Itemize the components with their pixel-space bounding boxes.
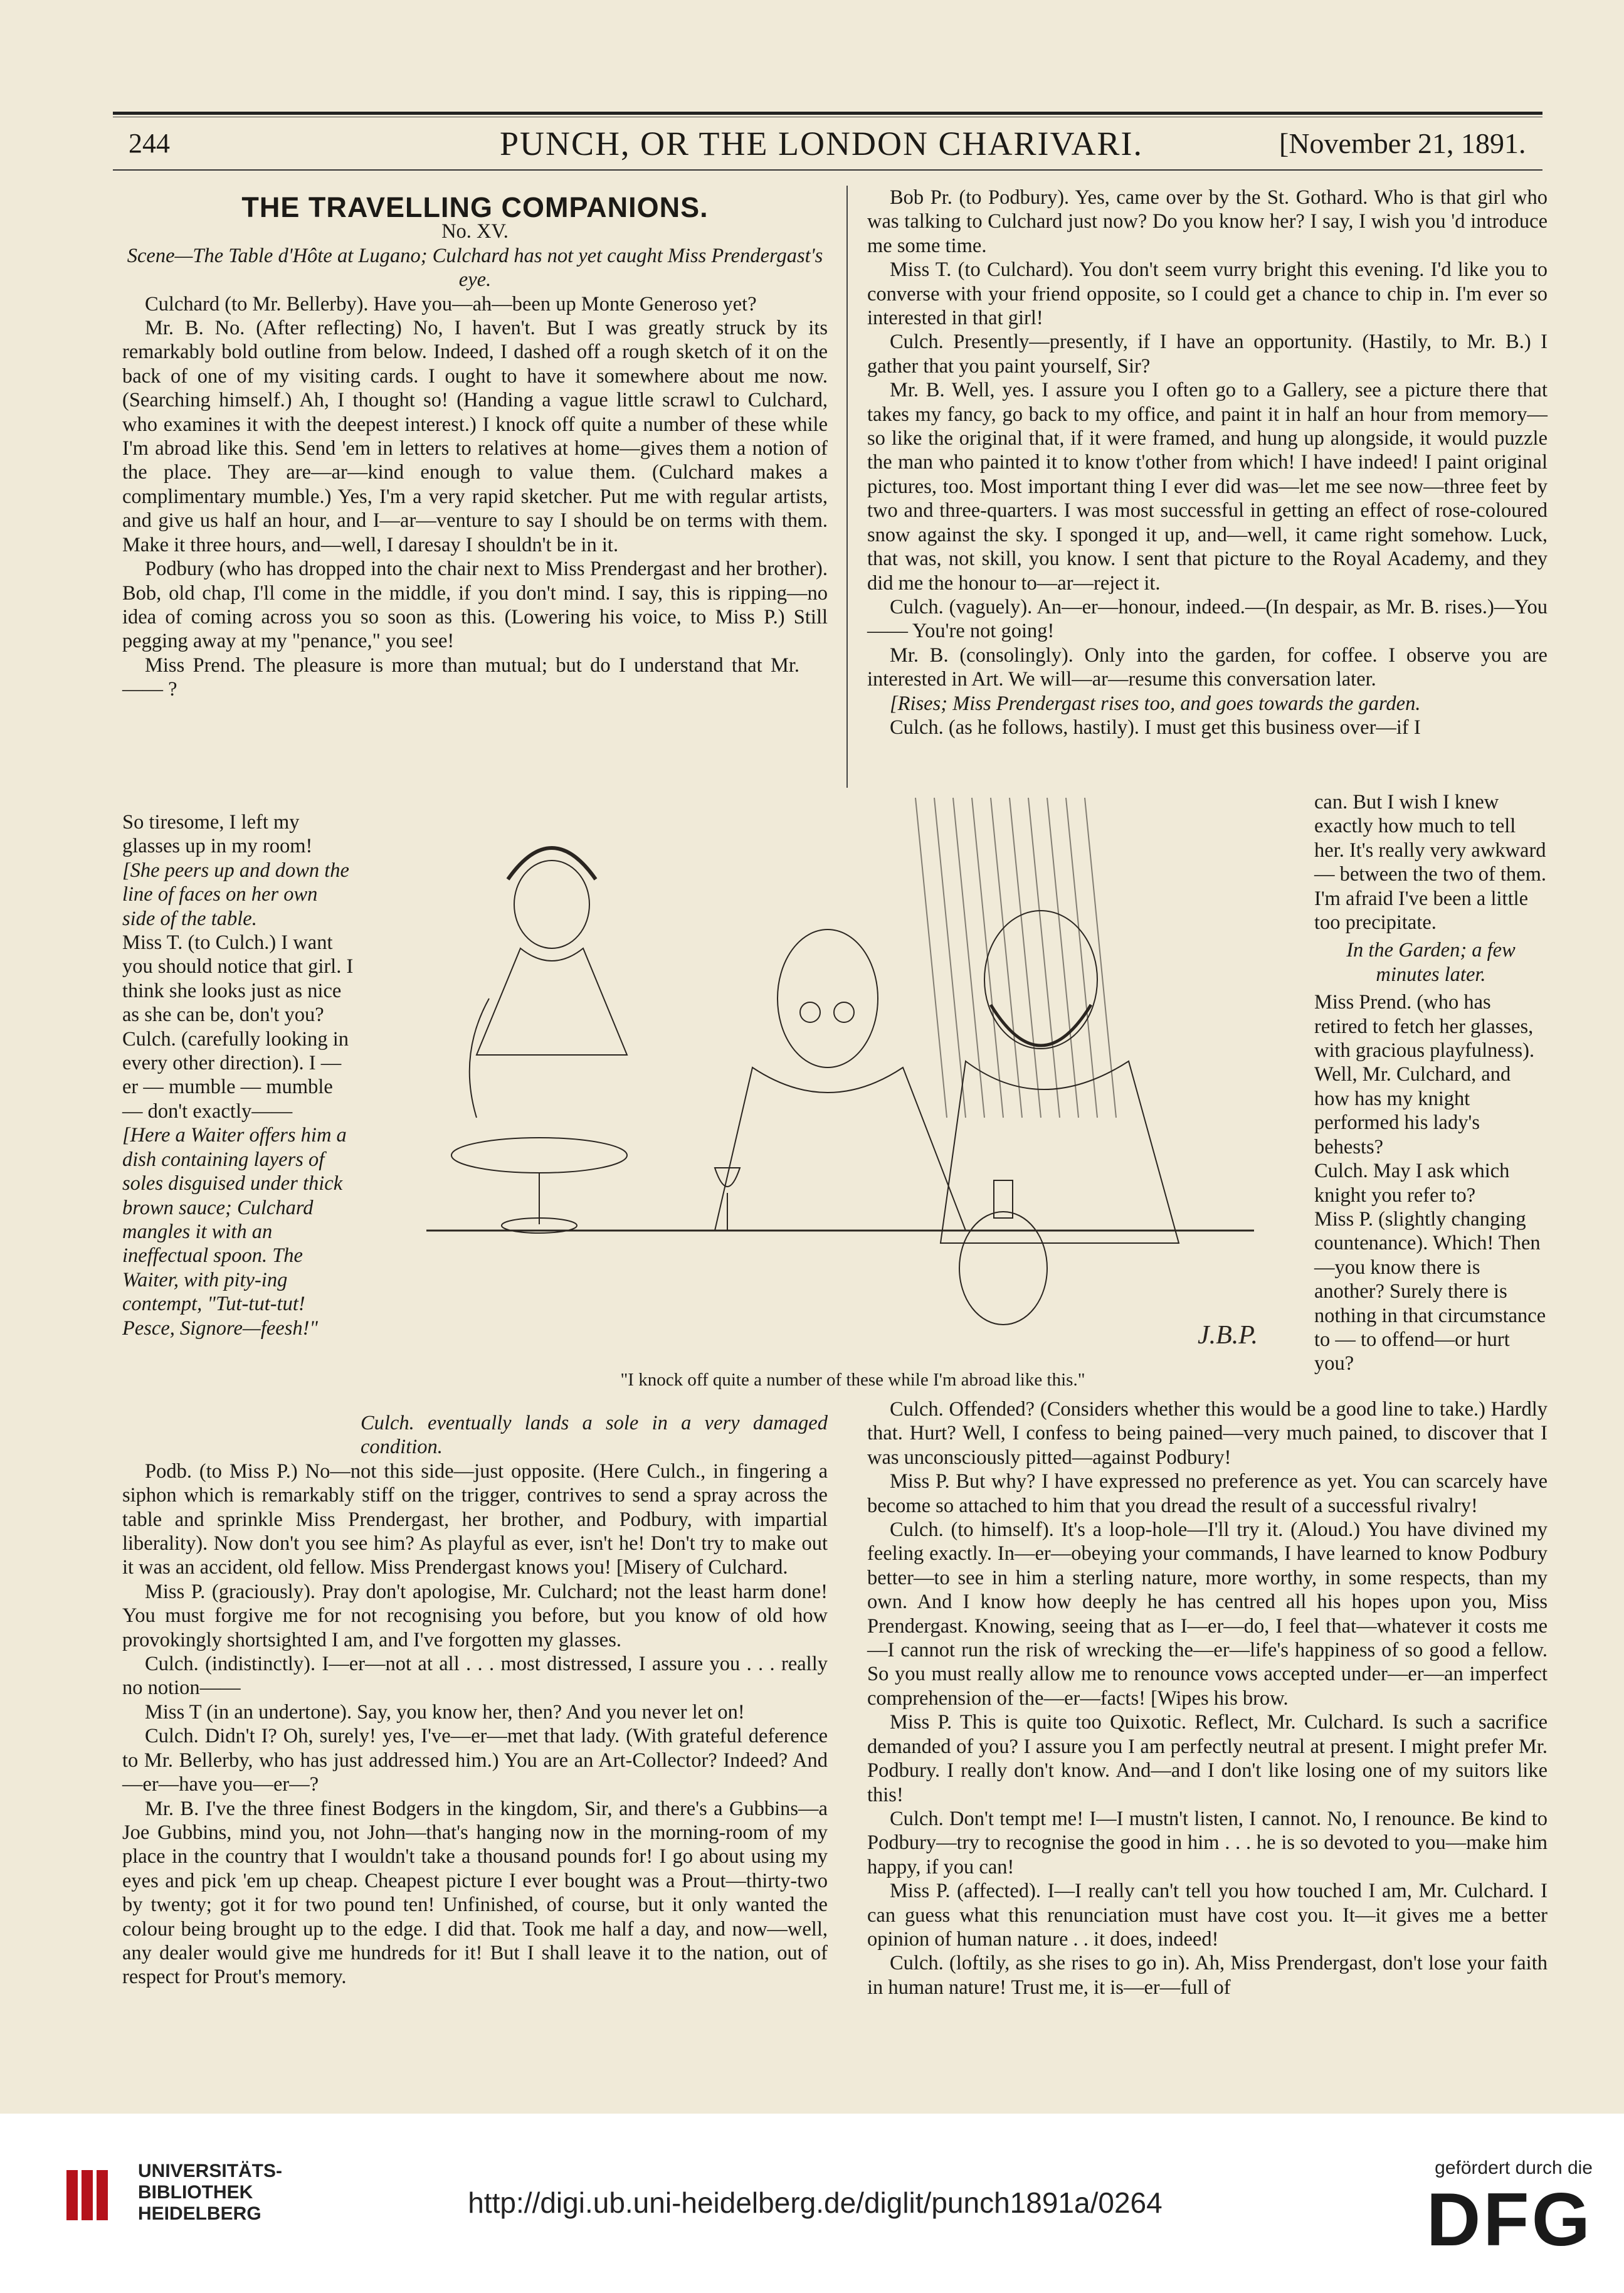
hatching (915, 798, 1116, 1118)
paragraph: Culch. (to himself). It's a loop-hole—I'll try it. (Aloud.) You have divined my feeling exactly. In—er—obeying your commands, I have learned to know Podbury better—to see in him a sterling nature, more worthy, in some respects, than my own. And I know how deeply he has centred all his hopes upon you, Miss Prendergast. Knowing, seeing that as I—er—do, I feel that—whatever it costs me—I cannot run the risk of wrecking the—er—life's happiness of so good a fellow. So you must really allow me to renounce vows accepted under—er—an imperfect comprehension of the—er—facts! [Wipes his brow. (867, 1518, 1548, 1710)
paragraph: Miss T. (to Culchard). You don't seem vurry bright this evening. I'd like you to converse with your friend opposite, so I could get a chance to chip in. I'm ever so interested in that girl! (867, 258, 1548, 330)
stage-direction: [Rises; Miss Prendergast rises too, and goes towards the garden. (890, 692, 1421, 715)
library-name: UNIVERSITÄTS- BIBLIOTHEK HEIDELBERG (138, 2161, 283, 2224)
right-float-text (1314, 790, 1548, 1376)
stage-direction: [She peers up and down the line of faces on her own side of the table. (122, 859, 349, 930)
paragraph: Podbury (who has dropped into the chair next to Miss Prendergast and her brother). Bob, old chap, I'll come in the middle, if you don't mind. I say, this is ripping—no idea of coming across you so soon as this. (Lowering his voice, to Miss P.) Still pegging away at my "penance," you see! (122, 558, 828, 653)
paragraph: Miss T. (to Culch.) I want you should notice that girl. I think she looks just as nice as she can be, don't you? (122, 931, 354, 1027)
woman-figure (470, 848, 627, 1118)
siphon-bottle (959, 1180, 1047, 1325)
paragraph: Miss Prend. (who has retired to fetch her glasses, with gracious playfulness). Well, Mr. Culchard, and how has my knight performed his lady's behests? (1314, 991, 1535, 1158)
issue-date: [November 21, 1891. (1279, 127, 1526, 159)
paragraph: Culch. Offended? (Considers whether this would be a good line to take.) Hardly that. Hurt? Well, I confess to being pained—very much pained, to discover that I was unconsciously pitted—against Podbury! (867, 1398, 1548, 1469)
engraving-illustration (364, 792, 1304, 1362)
paragraph: Mr. B. (consolingly). Only into the garden, for coffee. I observe you are interested in Art. We will—ar—resume this conversation later. (867, 643, 1548, 691)
paragraph: So tiresome, I left my glasses up in my room! (122, 811, 313, 858)
funded-by-label: gefördert durch die (1435, 2158, 1593, 2178)
scene-direction: Scene—The Table d'Hôte at Lugano; Culchard has not yet caught Miss Prendergast's eye. (127, 244, 823, 292)
article-title: THE TRAVELLING COMPANIONS. (241, 191, 709, 223)
paragraph: Miss P. (slightly changing countenance). Which! Then —you know there is another? Surely there is nothing in that circumstance to — to offend—or hurt you? (1314, 1207, 1546, 1375)
paragraph: Miss P. This is quite too Quixotic. Reflect, Mr. Culchard. Is such a sacrifice demanded of you? I assure you I am perfectly neutral at present. I might prefer Mr. Podbury. I really don't know. And—and I don't like losing one of my suitors like this! (867, 1711, 1548, 1806)
paragraph: Culch. (carefully looking in every other direction). I — er — mumble — mumble — don't exactly—— (122, 1027, 349, 1123)
paragraph: Podb. (to Miss P.) No—not this side—just opposite. (Here Culch., in fingering a siphon which is remarkably stiff on the trigger, contrives to send a spray across the table and sprinkle Miss Prendergast, her brother, and Podbury, with impartial liberality). Now don't you see him? As playful as ever, isn't he! Don't try to make out it was an accident, old fellow. Miss Prendergast knows you! [Misery of Culchard. (122, 1459, 828, 1579)
top-rule (113, 112, 1542, 115)
stage-direction: Culch. eventually lands a sole in a very damaged condition. (361, 1412, 828, 1459)
library-logo-icon (60, 2164, 123, 2227)
artist-signature: J.B.P. (1198, 1321, 1258, 1350)
stage-direction: [Here a Waiter offers him a dish containing layers of soles disguised under thick brown sauce; Culchard mangles it with an ineffectual spoon. The Waiter, with pity-ing contempt, "Tut-tut-tut! Pesce, Signore—feesh!" (122, 1124, 347, 1340)
article-number: No. XV. (441, 220, 509, 243)
paragraph: Culch. (loftily, as she rises to go in). Ah, Miss Prendergast, don't lose your faith in human nature! Trust me, it is—er—full of (867, 1952, 1548, 1999)
page-number: 244 (129, 128, 170, 159)
right-column-continued (867, 1397, 1548, 1999)
paragraph: Bob Pr. (to Podbury). Yes, came over by the St. Gothard. Who is that girl who was talking to Culchard just now? Do you know her? I say, I wish you 'd introduce me some time. (867, 186, 1548, 257)
paragraph: Culch. (indistinctly). I—er—not at all . . . most distressed, I assure you . . . really no notion—— (122, 1653, 828, 1700)
paragraph: Culch. Don't tempt me! I—I mustn't listen, I cannot. No, I renounce. Be kind to Podbury—try to recognise the good in him . . . he is so devoted to you—make him happy, if you can! (867, 1807, 1548, 1878)
paragraph: Mr. B. No. (After reflecting) No, I haven't. But I was greatly struck by its remarkably bold outline from below. Indeed, I dashed off a rough sketch of it on the back of one of my visiting cards. I ought to have it somewhere about me now. (Searching himself.) Ah, I thought so! (Handing a vague little scrawl to Culchard, who examines it with the deepest interest.) I knock off quite a number of these while I'm abroad like this. Send 'em in letters to relatives at home—gives them a notion of the place. They are—ar—kind enough to value them. (Culchard makes a complimentary mumble.) Yes, I'm a very rapid sketcher. Put me with regular artists, and give us half an hour, and I—ar—venture to say I should be on terms with them. Make it three hours, and—well, I daresay I shouldn't be in it. (122, 317, 828, 556)
dish-on-stand (451, 1138, 627, 1233)
paragraph: Miss Prend. The pleasure is more than mutual; but do I understand that Mr. —— ? (122, 654, 799, 701)
paragraph: Miss P. But why? I have expressed no preference as yet. You can scarcely have become so attached to him that you dread the result of a successful rivalry! (867, 1470, 1548, 1517)
left-column (122, 191, 828, 702)
bearded-man-figure (941, 911, 1179, 1243)
scene-heading: In the Garden; a few minutes later. (1346, 939, 1516, 986)
bald-man-figure (715, 929, 966, 1231)
paragraph: Mr. B. Well, yes. I assure you I often go to a Gallery, see a picture there that takes my fancy, go back to my office, and paint it in half an hour from memory—so like the original that, if it were framed, and hung up alongside, it would puzzle the man who painted it to know t'other from which! I have indeed! I paint original pictures, too. Most important thing I ever did was—let me see now—three feet by two and three-quarters. I was most successful in getting an effect of rose-coloured snow against the sky. I sponged it up, and—well, it came right somehow. Luck, that was, not skill, you know. I sent that picture to the Royal Academy, and they did me the honour to—ar—reject it. (867, 379, 1548, 595)
paragraph: Culch. Didn't I? Oh, surely! yes, I've—er—met that lady. (With grateful deference to Mr. Bellerby, who has just addressed him.) You are an Art-Collector? Indeed? And—er—have you—er—? (122, 1725, 828, 1796)
paragraph: Mr. B. I've the three finest Bodgers in the kingdom, Sir, and there's a Gubbins—a Joe Gubbins, mind you, not John—that's hanging now in the morning-room of my place in the country that I wouldn't take a thousand pounds for! I go about using my eyes and pick 'em up cheap. Cheapest picture I ever bought was a Prout—thirty-two by twenty; got it for two pound ten! Unfinished, of course, but it only wanted the colour being brought up to the edge. I did that. Took me half a day, and now—well, any dealer would give me hundreds for it! But I shall leave it to the nation, out of respect for Prout's memory. (122, 1797, 828, 1989)
paragraph: Culch. (vaguely). An—er—honour, indeed.—(In despair, as Mr. B. rises.)—You—— You're not going! (867, 595, 1548, 643)
column-divider (846, 186, 848, 788)
paragraph: Miss P. (affected). I—I really can't tell you how touched I am, Mr. Culchard. I can guess what this renunciation must have cost you. It—it gives me a better opinion of human nature . . it does, indeed! (867, 1880, 1548, 1951)
dfg-logo: DFG (1426, 2178, 1593, 2262)
paragraph: Miss P. (graciously). Pray don't apologise, Mr. Culchard; not the least harm done! You must forgive me for not recognising you before, but you know of old how provokingly shortsighted I am, and I've forgotten my glasses. (122, 1580, 828, 1651)
paragraph: Culch. (as he follows, hastily). I must get this business over—if I (890, 716, 1421, 739)
paragraph: can. But I wish I knew exactly how much to tell her. It's really very awkward — between the two of them. I'm afraid I've been a little too precipitate. (1314, 791, 1547, 935)
illustration-caption: "I knock off quite a number of these while I'm abroad like this." (620, 1370, 1085, 1390)
paragraph: Miss T (in an undertone). Say, you know her, then? And you never let on! (145, 1700, 745, 1724)
left-float-text (122, 810, 354, 1340)
header-rule (113, 169, 1542, 171)
paragraph: Culch. Presently—presently, if I have an opportunity. (Hastily, to Mr. B.) I gather that you paint yourself, Sir? (867, 331, 1548, 378)
source-url[interactable]: http://digi.ub.uni-heidelberg.de/diglit/punch1891a/0264 (468, 2186, 1163, 2219)
right-column (867, 186, 1548, 739)
paragraph: Culch. May I ask which knight you refer to? (1314, 1160, 1510, 1207)
paragraph: Culchard (to Mr. Bellerby). Have you—ah—been up Monte Generoso yet? (145, 292, 757, 315)
masthead: PUNCH, OR THE LONDON CHARIVARI. (499, 125, 1144, 162)
left-column-continued (122, 1411, 828, 1989)
